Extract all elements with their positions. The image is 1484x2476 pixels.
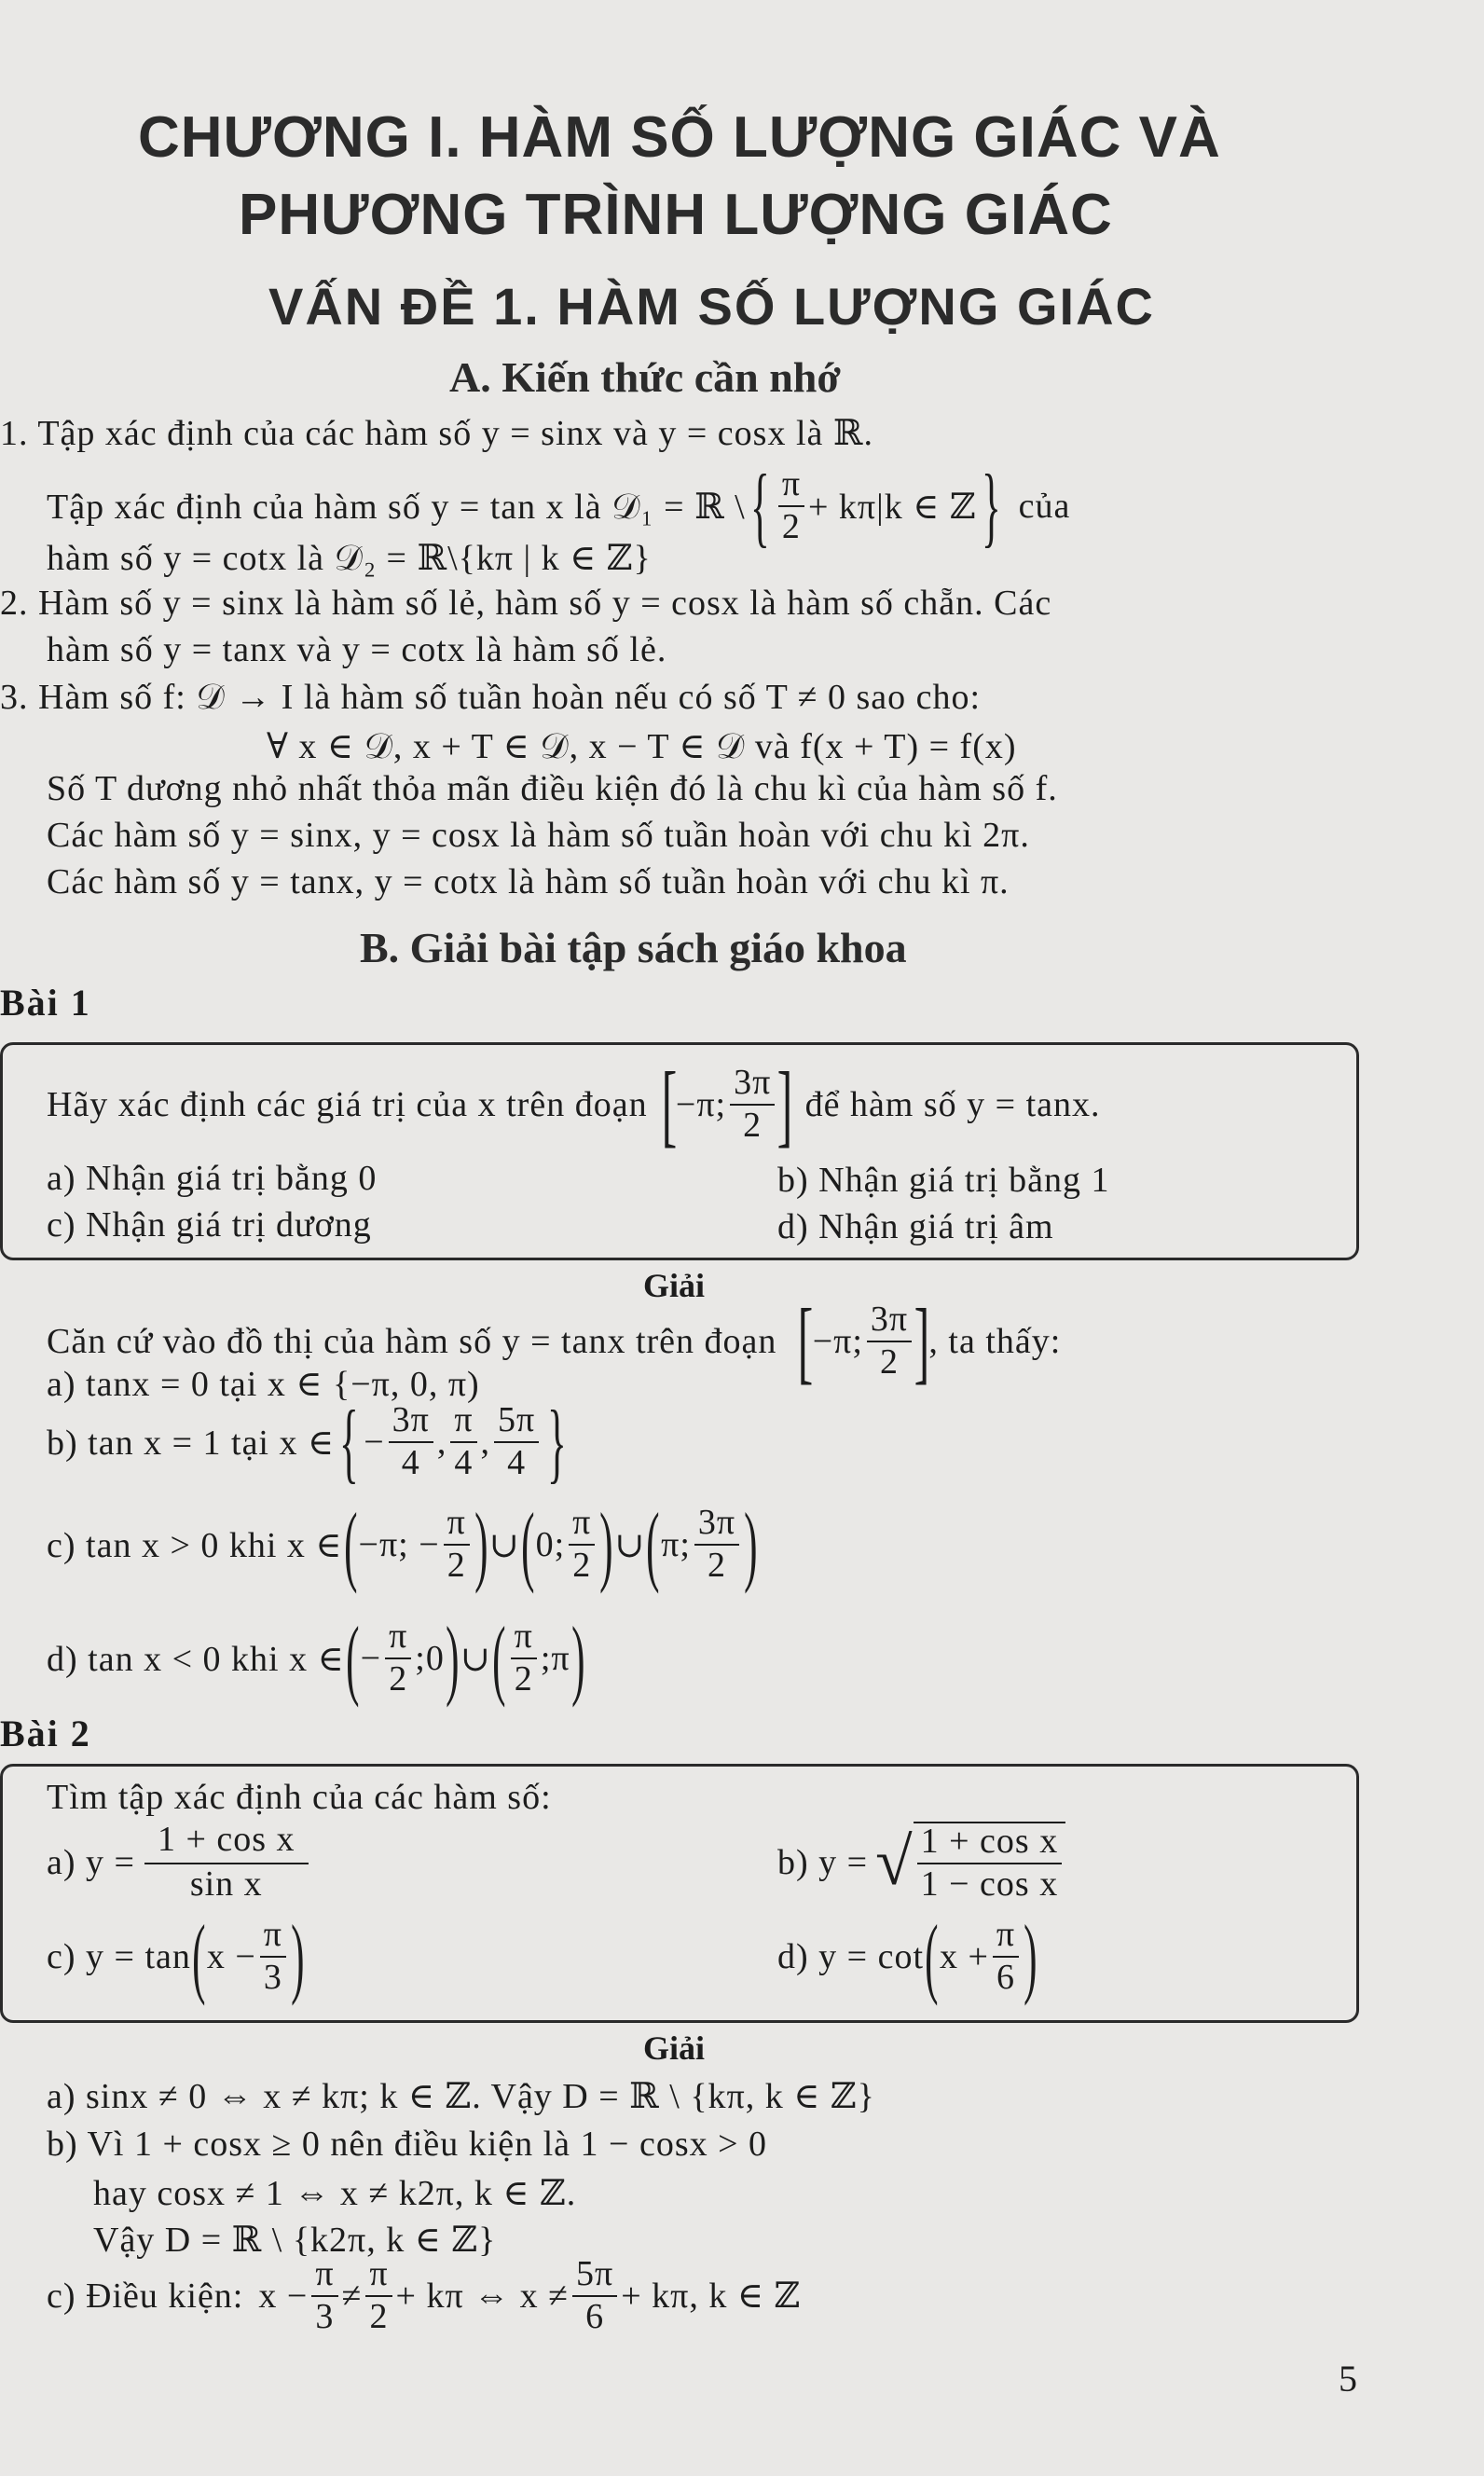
brace-left-icon: {	[339, 1392, 360, 1492]
bai1-solution-d: d) tan x < 0 khi x ∈ ( − $\frac{\pi}{2}$ ;0 ) ∪ ( $\frac{\pi}{2}$ ;π )	[47, 1608, 585, 1708]
bai1-sb-frac3: $\frac{5\pi}{4}$	[494, 1402, 539, 1482]
frac-pi-2: $\frac{\pi}{2}$	[444, 1505, 470, 1585]
bracket-right-icon: ]	[776, 1052, 793, 1156]
bai1-option-b: b) Nhận giá trị bằng 1	[777, 1161, 1110, 1200]
bai1-s0-pre: Căn cứ vào đồ thị của hàm số y = tanx trên đoạn	[47, 1322, 777, 1361]
bai2-option-b	[777, 1822, 1065, 1904]
bai1-solution-c: c) tan x > 0 khi x ∈ ( −π; − $\frac{\pi}{2}$ ) ∪ ( 0; $\frac{\pi}{2}$ ) ∪ ( π; $\frac{3\pi}{2}$ )	[47, 1494, 758, 1594]
bai1-sb-pre: b) tan x = 1 tại x ∈	[47, 1423, 336, 1463]
bai1-q-post: để hàm số y = tanx.	[804, 1085, 1101, 1124]
frac-pi-2: $\frac{\pi}{2}$	[569, 1505, 595, 1585]
topic-title: VẤN ĐỀ 1. HÀM SỐ LƯỢNG GIÁC	[268, 277, 1155, 336]
p1b-pre: Tập xác định của hàm số y = tan x là 𝒟₁ = ℝ \	[47, 487, 746, 527]
bai2-giai-label: Giải	[643, 2029, 706, 2067]
sectionA-p3e: Các hàm số y = tanx, y = cotx là hàm số tuần hoàn với chu kì π.	[47, 862, 1010, 901]
sectionA-p2b: hàm số y = tanx và y = cotx là hàm số lẻ.	[47, 630, 667, 669]
bai2-solution-c	[47, 2256, 801, 2336]
bai1-solution-a: a) tanx = 0 tại x ∈ {−π, 0, π)	[47, 1365, 480, 1404]
bai2-b-radicand	[914, 1822, 1066, 1904]
section-a-heading: A. Kiến thức cần nhớ	[449, 353, 841, 401]
p1b-tail: + kπ|k ∈ ℤ	[808, 487, 977, 527]
sectionA-p3b: ∀ x ∈ 𝒟, x + T ∈ 𝒟, x − T ∈ 𝒟 và f(x + T) = f(x)	[267, 727, 1017, 766]
bai2-b-label: b) y =	[777, 1842, 869, 1882]
paren-left-icon: (	[646, 1494, 661, 1594]
bai2-question: Tìm tập xác định của các hàm số:	[47, 1778, 552, 1817]
bai2-sc-mid2: + kπ ⇔ x ≠	[395, 2276, 570, 2316]
page-number: 5	[1339, 2358, 1357, 2400]
frac-pi-2: $\frac{\pi}{2}$	[385, 1618, 411, 1699]
p1b-frac: $\frac{\pi}{2}$	[778, 466, 804, 546]
brace-right-icon: }	[547, 1392, 568, 1492]
bai2-solution-b3: Vậy D = ℝ \ {k2π, k ∈ ℤ}	[93, 2221, 497, 2260]
brace-right-icon: }	[981, 456, 1001, 556]
bai1-q-frac: $\frac{3\pi}{2}$	[730, 1065, 775, 1145]
bai1-q-int-left: −π;	[675, 1085, 727, 1124]
sectionA-p3a: 3. Hàm số f: 𝒟 → I là hàm số tuần hoàn nếu có số T ≠ 0 sao cho:	[0, 678, 982, 717]
bai2-option-c	[47, 1906, 306, 2006]
bai2-d-x: x +	[939, 1937, 989, 1977]
sectionA-p3d: Các hàm số y = sinx, y = cosx là hàm số tuần hoàn với chu kì 2π.	[47, 816, 1030, 855]
paren-right-icon: )	[1024, 1906, 1038, 2006]
bai2-label: Bài 2	[0, 1713, 91, 1754]
bai1-sb-frac1: $\frac{3\pi}{4}$	[389, 1402, 433, 1482]
bai2-option-a	[47, 1822, 312, 1904]
p1b-end: của	[1018, 487, 1071, 527]
bai1-question	[47, 1052, 1101, 1156]
paren-right-icon: )	[445, 1608, 460, 1708]
paren-right-icon: )	[474, 1494, 488, 1594]
sectionA-p1: 1. Tập xác định của các hàm số y = sinx và y = cosx là ℝ.	[0, 414, 873, 453]
bai1-option-a: a) Nhận giá trị bằng 0	[47, 1159, 378, 1198]
bai1-q-pre: Hãy xác định các giá trị của x trên đoạn	[47, 1085, 648, 1124]
bai2-c-label: c) y = tan	[47, 1937, 191, 1977]
sectionA-p3c: Số T dương nhỏ nhất thỏa mãn điều kiện đó là chu kì của hàm số f.	[47, 769, 1058, 808]
bai1-label: Bài 1	[0, 982, 91, 1024]
bai1-solution-b: b) tan x = 1 tại x ∈ { − $\frac{3\pi}{4}$ , $\frac{\pi}{4}$ , $\frac{5\pi}{4}$ }	[47, 1392, 568, 1492]
bai1-s0-post: , ta thấy:	[928, 1322, 1062, 1361]
frac-3pi-2: $\frac{3\pi}{2}$	[694, 1505, 739, 1585]
bai2-solution-b1: b) Vì 1 + cosx ≥ 0 nên điều kiện là 1 − cosx > 0	[47, 2125, 768, 2164]
paren-right-icon: )	[291, 1906, 305, 2006]
bai2-sc-x: x −	[258, 2276, 309, 2316]
sectionA-p1c: hàm số y = cotx là 𝒟₂ = ℝ\{kπ | k ∈ ℤ}	[47, 539, 652, 578]
frac-pi-2: $\frac{\pi}{2}$	[511, 1618, 537, 1699]
bai1-sc-pre: c) tan x > 0 khi x ∈	[47, 1525, 343, 1565]
bai2-d-label: d) y = cot	[777, 1937, 925, 1977]
paren-left-icon: (	[191, 1906, 206, 2006]
bai2-sc-frac1: $\frac{\pi}{3}$	[311, 2256, 337, 2336]
bai2-option-d	[777, 1906, 1038, 2006]
bai1-sd-pre: d) tan x < 0 khi x ∈	[47, 1639, 345, 1679]
paren-right-icon: )	[570, 1608, 585, 1708]
bai1-option-c: c) Nhận giá trị dương	[47, 1205, 372, 1245]
bai2-b-frac: $\frac{\text{1 + cos x}}{\text{1 − cos x}}$	[917, 1823, 1063, 1904]
bai1-sb-frac2: $\frac{\pi}{4}$	[450, 1402, 476, 1482]
bai1-option-d: d) Nhận giá trị âm	[777, 1207, 1054, 1246]
bai2-c-frac: $\frac{\pi}{3}$	[260, 1917, 286, 1997]
bai2-sc-end: + kπ, k ∈ ℤ	[621, 2277, 802, 2317]
paren-left-icon: (	[491, 1608, 506, 1708]
bai2-sc-frac2: $\frac{\pi}{2}$	[365, 2256, 392, 2336]
brace-left-icon: {	[749, 456, 770, 556]
sectionA-p2a: 2. Hàm số y = sinx là hàm số lẻ, hàm số y = cosx là hàm số chẵn. Các	[0, 584, 1052, 623]
sqrt-icon: √	[875, 1824, 914, 1900]
bai1-s0-int-left: −π;	[812, 1322, 863, 1361]
bai2-a-label: a) y =	[47, 1842, 135, 1882]
sectionA-p1b	[47, 456, 1071, 556]
bai1-s0-frac: $\frac{3\pi}{2}$	[867, 1301, 912, 1382]
bracket-right-icon: ]	[914, 1289, 930, 1393]
paren-right-icon: )	[599, 1494, 614, 1594]
bracket-left-icon: [	[661, 1052, 678, 1156]
bai2-sc-mid: ≠	[341, 2276, 363, 2316]
paren-left-icon: (	[345, 1608, 360, 1708]
bai1-giai-label: Giải	[643, 1267, 706, 1304]
paren-right-icon: )	[744, 1494, 758, 1594]
section-b-heading: B. Giải bài tập sách giáo khoa	[360, 924, 907, 971]
paren-left-icon: (	[343, 1494, 358, 1594]
bai2-solution-b2: hay cosx ≠ 1 ⇔ x ≠ k2π, k ∈ ℤ.	[93, 2174, 577, 2213]
paren-left-icon: (	[925, 1906, 939, 2006]
bracket-left-icon: [	[797, 1289, 815, 1393]
minus-sign: −	[364, 1423, 385, 1463]
bai2-c-x: x −	[206, 1937, 256, 1977]
bai2-sc-frac3: $\frac{5\pi}{6}$	[572, 2256, 617, 2336]
chapter-title-line1: CHƯƠNG I. HÀM SỐ LƯỢNG GIÁC VÀ	[138, 105, 1221, 170]
chapter-title-line2: PHƯƠNG TRÌNH LƯỢNG GIÁC	[239, 183, 1113, 247]
paren-left-icon: (	[520, 1494, 535, 1594]
bai2-d-frac: $\frac{\pi}{6}$	[993, 1917, 1019, 1997]
bai2-sc-pre: c) Điều kiện:	[47, 2276, 244, 2316]
bai2-solution-a: a) sinx ≠ 0 ⇔ x ≠ kπ; k ∈ ℤ. Vậy D = ℝ \ {kπ, k ∈ ℤ}	[47, 2077, 875, 2116]
bai2-a-frac: $\frac{\text{1 + cos x}}{\text{sin x}}$	[144, 1822, 309, 1904]
